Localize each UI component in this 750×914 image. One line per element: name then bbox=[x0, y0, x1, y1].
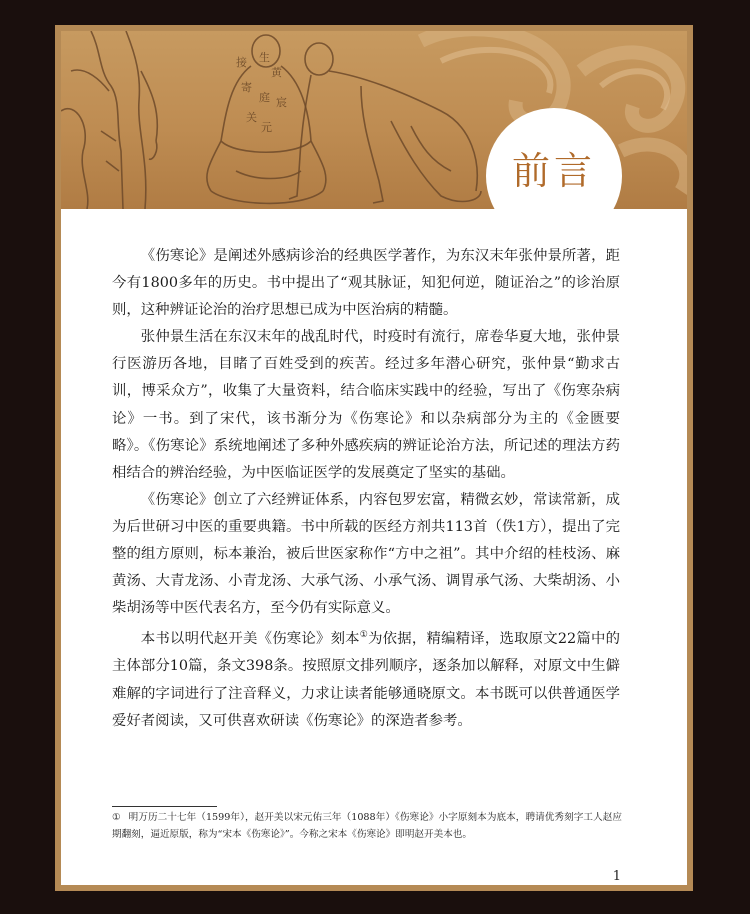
svg-text:庭: 庭 bbox=[259, 91, 270, 104]
page bbox=[61, 31, 687, 885]
svg-text:生: 生 bbox=[259, 51, 270, 64]
paragraph: 《伤寒论》是阐述外感病诊治的经典医学著作，为东汉末年张仲景所著，距今有1800多年的历史。书中提出了“观其脉证，知犯何逆，随证治之”的诊治原则，这种辨证论治的治疗思想已成为中医治病的精髓。 bbox=[112, 248, 620, 319]
paragraph-text-after: 为依据，精编精译，选取原文22篇中的主体部分10篇，条文398条。按照原文排列顺序，逐条加以解释，对原文中生僻难解的字词进行了注音释义，力求让读者能够通晓原文。本书既可以供普通医学爱好者阅读，又可供喜欢研读《伤寒论》的深造者参考。 bbox=[112, 631, 620, 729]
page-frame bbox=[55, 25, 693, 891]
paragraph: 张仲景生活在东汉末年的战乱时代，时疫时有流行，席卷华夏大地，张仲景行医游历各地，目睹了百姓受到的疾苦。经过多年潜心研究，张仲景“勤求古训，博采众方”，收集了大量资料，结合临床实践中的经验，写出了《伤寒杂病论》一书。到了宋代，该书渐分为《伤寒论》和以杂病部分为主的《金匮要略》。《伤寒论》系统地阐述了多种外感疾病的辨证论治方法，所记述的理法方药相结合的辨治经验，为中医临证医学的发展奠定了坚实的基础。 bbox=[112, 329, 620, 481]
svg-text:关: 关 bbox=[246, 111, 257, 124]
footnote-marker: ① bbox=[112, 812, 121, 823]
header-banner bbox=[61, 31, 687, 209]
body-text bbox=[112, 243, 620, 735]
svg-text:宸: 宸 bbox=[276, 96, 287, 109]
svg-text:接: 接 bbox=[236, 56, 247, 69]
paragraph-text-before: 本书以明代赵开美《伤寒论》刻本 bbox=[140, 631, 360, 648]
footnote-divider bbox=[112, 806, 217, 807]
footnote-reference[interactable]: ① bbox=[359, 630, 369, 641]
paragraph: 《伤寒论》创立了六经辨证体系，内容包罗宏富，精微玄妙，常读常新，成为后世研习中医的重要典籍。书中所载的医经方剂共113首（佚1方），提出了完整的组方原则，标本兼治，被后世医家称作“方中之祖”。其中介绍的桂枝汤、麻黄汤、大青龙汤、小青龙汤、大承气汤、小承气汤、调胃承气汤、大柴胡汤、小柴胡汤等中医代表名方，至今仍有实际意义。 bbox=[112, 491, 620, 617]
svg-text:黄: 黄 bbox=[271, 66, 282, 79]
page-number: 1 bbox=[612, 869, 621, 884]
svg-text:寄: 寄 bbox=[241, 81, 252, 94]
page-title: 前言 bbox=[511, 148, 596, 193]
svg-text:元: 元 bbox=[261, 121, 272, 134]
paragraph bbox=[112, 622, 620, 734]
footnote-text: 明万历二十七年（1599年），赵开美以宋元佑三年（1088年）《伤寒论》小字原刻本为底本，聘请优秀刻字工人赵应期翻刻，逼近原版，称为“宋本《伤寒论》”。今称之宋本《伤寒论》即明赵开美本也。 bbox=[112, 812, 622, 840]
footnote bbox=[112, 809, 622, 843]
